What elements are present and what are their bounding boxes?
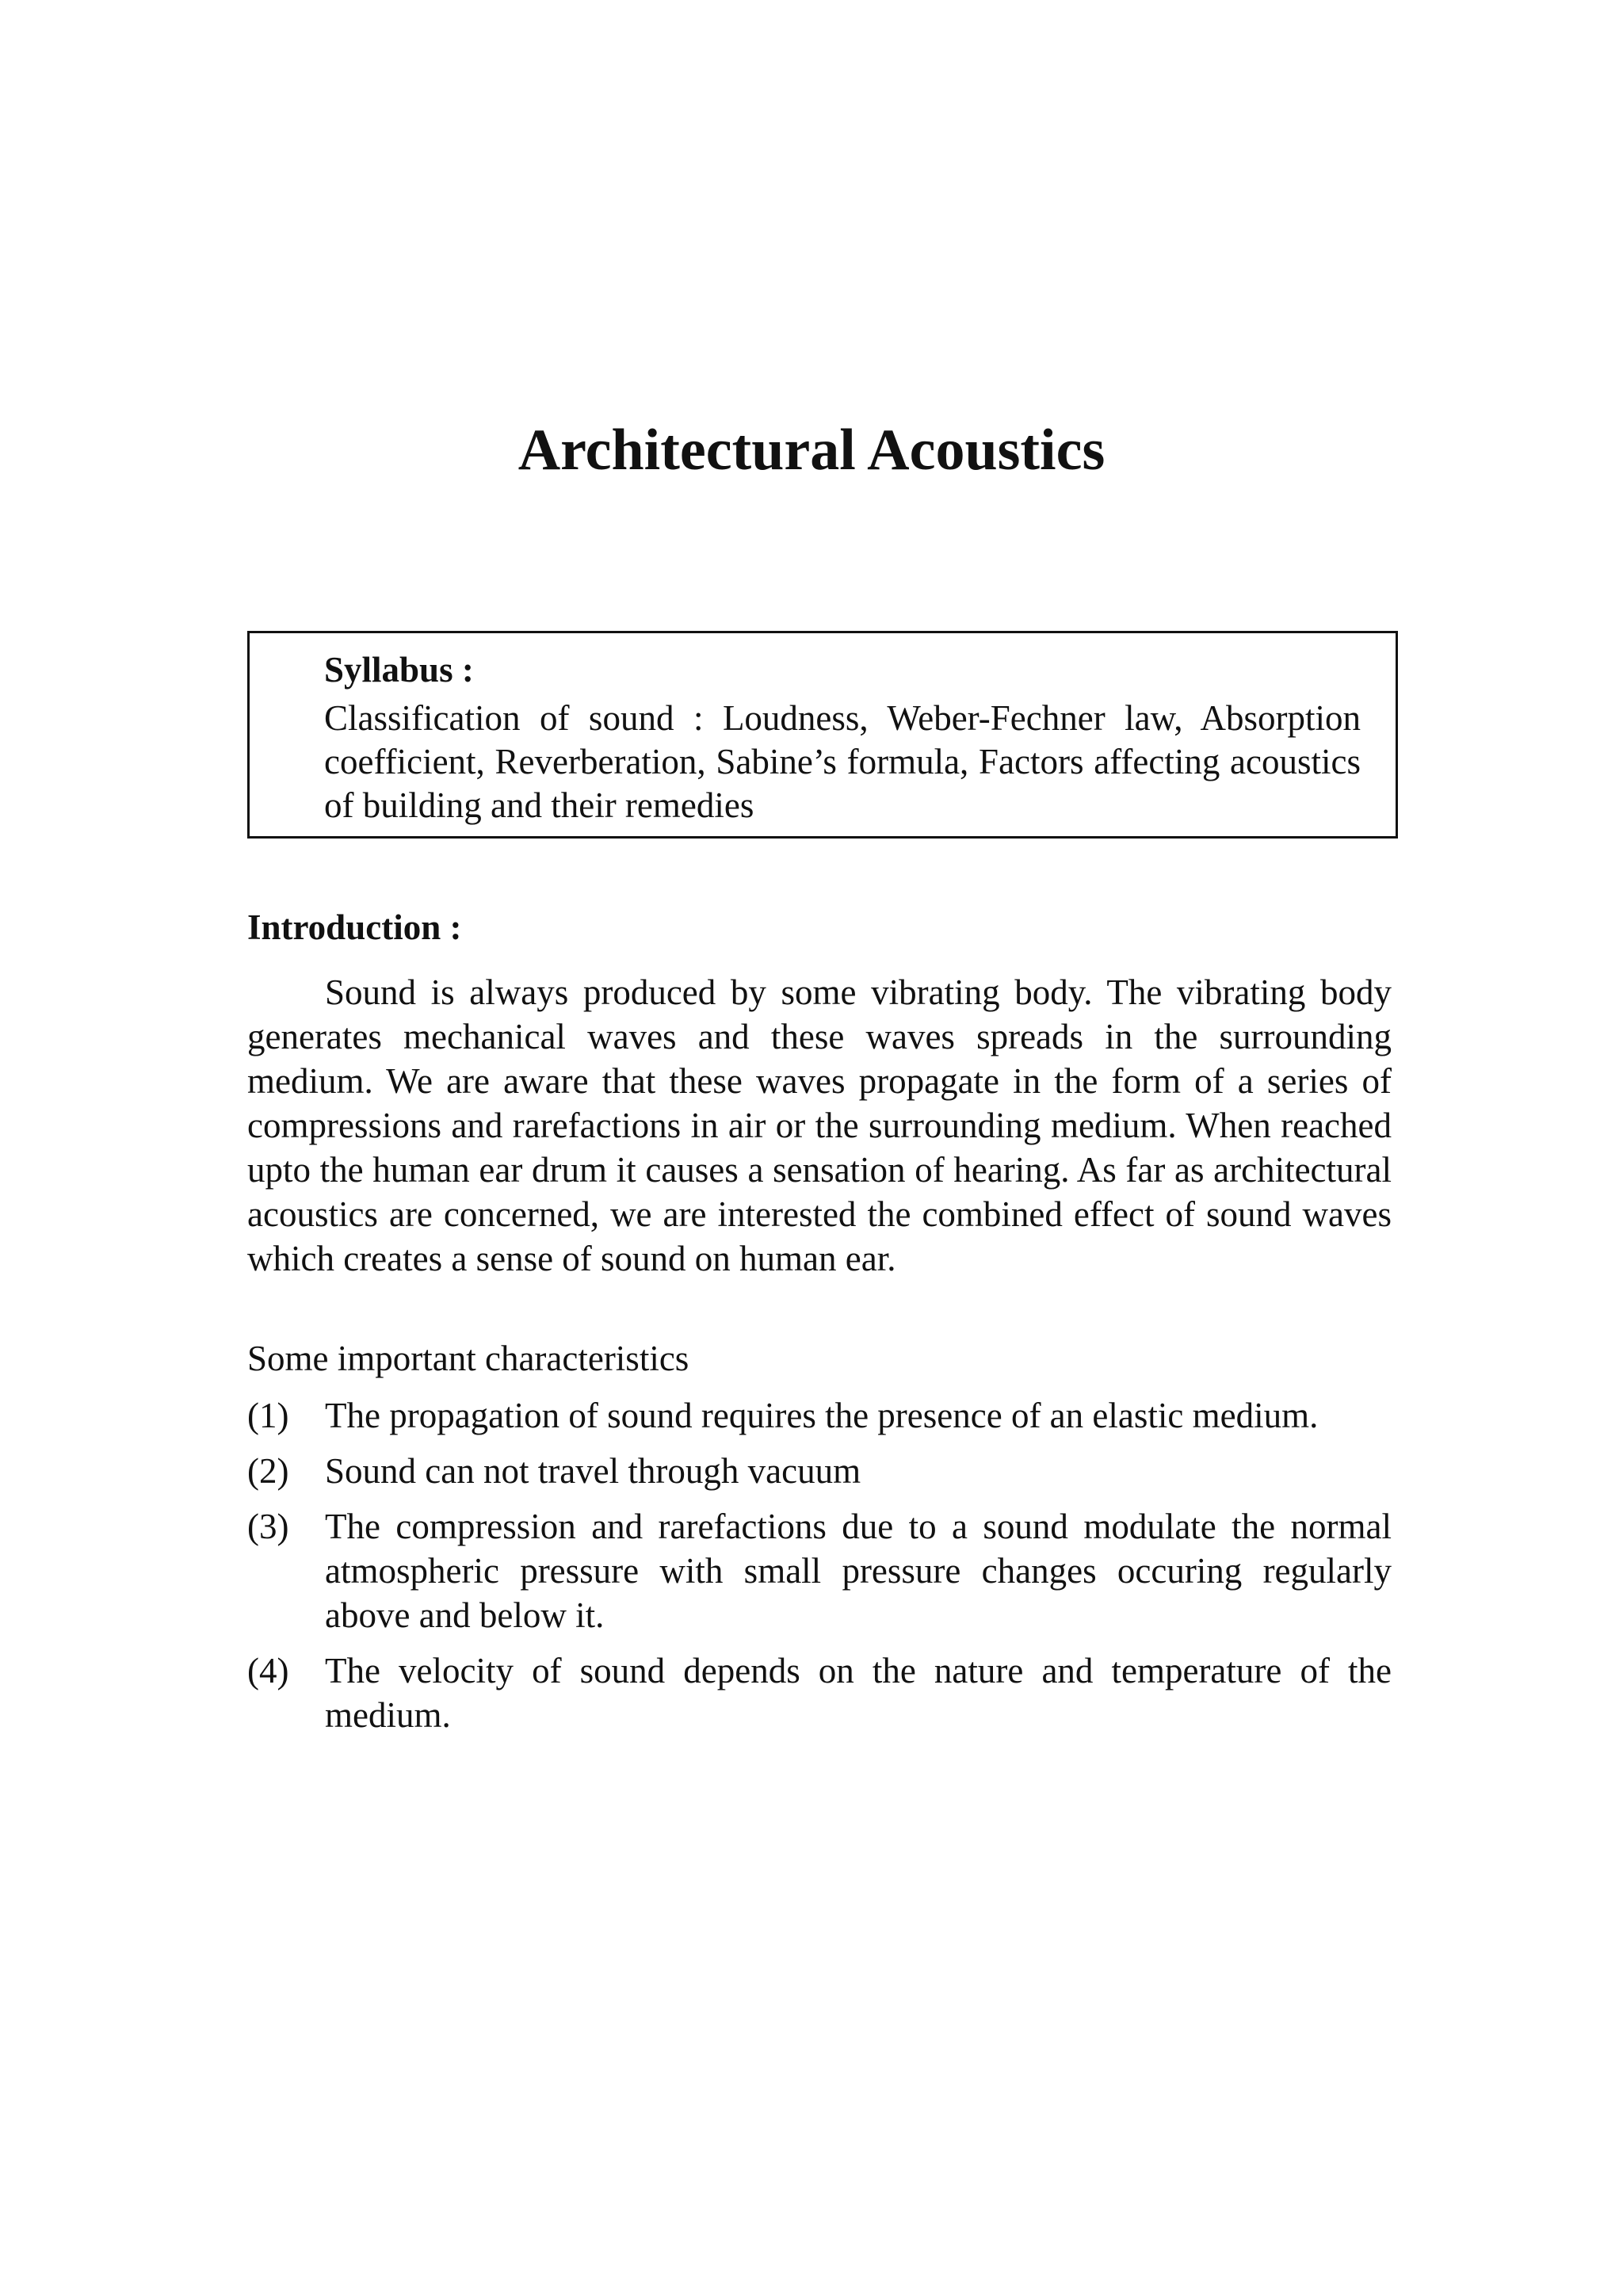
introduction-heading: Introduction : bbox=[247, 907, 462, 947]
page-title: Architectural Acoustics bbox=[517, 418, 1106, 483]
list-item-text: The compression and rarefactions due to a sound modulate the normal atmospheric pressure with small pressure changes occuring regularly above and below it. bbox=[325, 1507, 1392, 1635]
list-item-number: (3) bbox=[247, 1507, 289, 1546]
syllabus-box bbox=[247, 631, 1398, 839]
list-item bbox=[247, 1504, 1392, 1637]
syllabus-heading: Syllabus : bbox=[324, 650, 474, 690]
list-item bbox=[247, 1393, 1392, 1438]
list-item-number: (4) bbox=[247, 1651, 289, 1690]
list-item-number: (2) bbox=[247, 1451, 289, 1491]
list-item bbox=[247, 1449, 1392, 1493]
list-item-text: Sound can not travel through vacuum bbox=[325, 1451, 861, 1491]
list-item-number: (1) bbox=[247, 1396, 289, 1435]
syllabus-text: Classification of sound : Loudness, Weber-Fechner law, Absorption coefficient, Reverberation, Sabine’s formula, Factors affecting acoustics of building and their remedies bbox=[324, 698, 1361, 825]
list-item-text: The velocity of sound depends on the nature and temperature of the medium. bbox=[325, 1651, 1392, 1735]
list-item bbox=[247, 1648, 1392, 1737]
characteristics-list bbox=[247, 1393, 1392, 1748]
introduction-paragraph: Sound is always produced by some vibrating body. The vibrating body generates mechanical waves and these waves spreads in the surrounding medium. We are aware that these waves propagate in the form of a series of compressions and rarefactions in air or the surrounding medium. When reached upto the human ear drum it causes a sensation of hearing. As far as architectural acoustics are concerned, we are interested the combined effect of sound waves which creates a sense of sound on human ear. bbox=[247, 972, 1392, 1278]
list-item-text: The propagation of sound requires the presence of an elastic medium. bbox=[325, 1396, 1319, 1435]
characteristics-label: Some important characteristics bbox=[247, 1339, 689, 1378]
